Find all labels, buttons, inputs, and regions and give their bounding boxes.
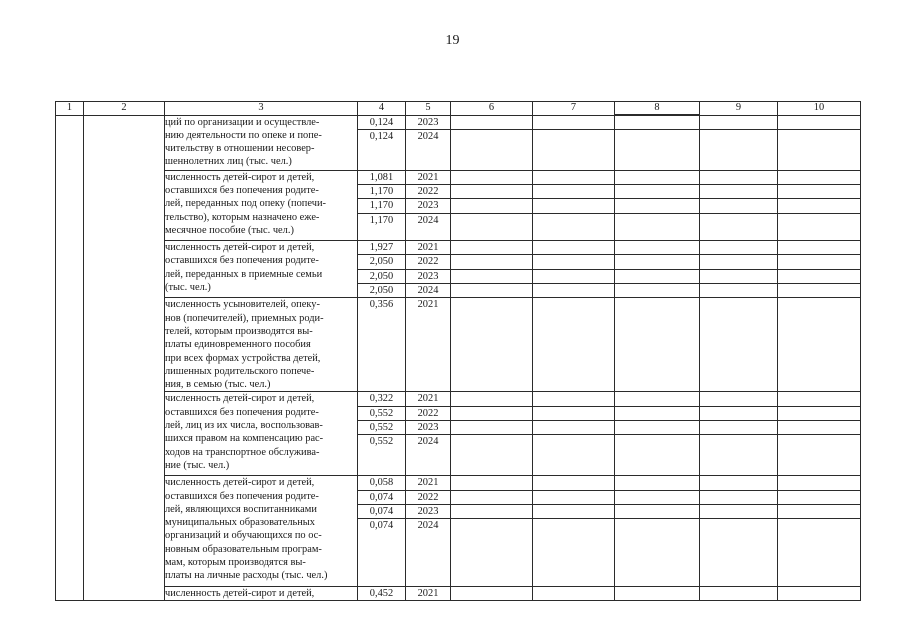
description-line: телей, которым производятся вы- (165, 325, 313, 337)
col-7-cell (533, 519, 615, 587)
col-6-cell (451, 392, 533, 406)
description-line: месячное пособие (тыс. чел.) (165, 224, 294, 236)
year-cell (406, 129, 451, 170)
description-line: ходов на транспортное обслужива- (165, 446, 320, 458)
col-10-cell (778, 490, 861, 504)
description-line: лей, переданных под опеку (попечи- (165, 198, 326, 210)
description-line: новным образовательным програм- (165, 543, 322, 555)
col-10-cell (778, 269, 861, 283)
indicator-value: 0,356 (369, 299, 394, 311)
year-cell (406, 406, 451, 420)
indicator-description (165, 115, 358, 170)
indicator-description (165, 170, 358, 240)
year-cell (406, 213, 451, 241)
col-8-cell (615, 519, 700, 587)
year-cell (406, 298, 451, 392)
value-cell (358, 504, 406, 518)
col-8-cell (615, 284, 700, 298)
header-col-8: 8 (615, 102, 700, 116)
description-line: мам, которым производятся вы- (165, 557, 306, 569)
col-10-cell (778, 586, 861, 600)
col-8-cell (615, 586, 700, 600)
year-cell (406, 392, 451, 406)
indicator-year: 2023 (417, 422, 439, 434)
value-cell (358, 490, 406, 504)
table-row (56, 298, 861, 392)
indicator-value: 1,927 (369, 242, 394, 254)
col-7-cell (533, 241, 615, 255)
col-7-cell (533, 476, 615, 490)
value-cell (358, 586, 406, 600)
indicator-year: 2021 (417, 393, 439, 405)
col-7-cell (533, 298, 615, 392)
description-line: оставшихся без попечения родите- (165, 490, 319, 502)
header-col-5: 5 (406, 102, 451, 116)
col-9-cell (700, 504, 778, 518)
col-7-cell (533, 490, 615, 504)
col-7-cell (533, 392, 615, 406)
description-line: организаций и обучающихся по ос- (165, 530, 322, 542)
col-7-cell (533, 170, 615, 184)
col-9-cell (700, 490, 778, 504)
col-6-cell (451, 490, 533, 504)
col-10-cell (778, 129, 861, 170)
value-cell (358, 213, 406, 241)
col-10-cell (778, 213, 861, 241)
description-line: оставшихся без попечения родите- (165, 406, 319, 418)
value-cell (358, 476, 406, 490)
col-10-cell (778, 241, 861, 255)
col-6-cell (451, 504, 533, 518)
col-8-cell (615, 504, 700, 518)
col-7-cell (533, 255, 615, 269)
table-row (56, 170, 861, 184)
indicator-description (165, 476, 358, 586)
indicator-value: 2,050 (369, 270, 394, 282)
indicator-value: 0,322 (369, 393, 394, 405)
col-7-cell (533, 435, 615, 476)
indicator-value: 0,058 (369, 477, 394, 489)
value-cell (358, 129, 406, 170)
indicator-value: 0,552 (369, 436, 394, 448)
year-cell (406, 586, 451, 600)
col-8-cell (615, 476, 700, 490)
description-line: численность детей-сирот и детей, (165, 587, 315, 599)
year-cell (406, 476, 451, 490)
col-6-cell (451, 284, 533, 298)
col-6-cell (451, 421, 533, 435)
year-cell (406, 504, 451, 518)
col-8-cell (615, 392, 700, 406)
header-col-7: 7 (533, 102, 615, 116)
description-line: численность детей-сирот и детей, (165, 242, 315, 254)
col-2-cell (84, 115, 165, 600)
col-10-cell (778, 199, 861, 213)
table-row (56, 392, 861, 406)
value-cell (358, 435, 406, 476)
year-cell (406, 435, 451, 476)
value-cell (358, 298, 406, 392)
indicator-value: 2,050 (369, 256, 394, 268)
col-9-cell (700, 255, 778, 269)
col-6-cell (451, 476, 533, 490)
year-cell (406, 269, 451, 283)
col-8-cell (615, 241, 700, 255)
indicator-year: 2024 (417, 130, 439, 142)
year-cell (406, 199, 451, 213)
value-cell (358, 199, 406, 213)
indicator-value: 0,452 (369, 587, 394, 599)
indicator-value: 0,552 (369, 407, 394, 419)
table-row (56, 586, 861, 600)
col-8-cell (615, 115, 700, 129)
col-10-cell (778, 435, 861, 476)
description-line: платы единовременного пособия (165, 339, 311, 351)
year-cell (406, 421, 451, 435)
indicator-description (165, 298, 358, 392)
description-line: нов (попечителей), приемных роди- (165, 312, 324, 324)
col-9-cell (700, 298, 778, 392)
col-7-cell (533, 406, 615, 420)
col-10-cell (778, 255, 861, 269)
col-7-cell (533, 421, 615, 435)
year-cell (406, 170, 451, 184)
col-7-cell (533, 504, 615, 518)
col-9-cell (700, 213, 778, 241)
indicator-value: 1,170 (369, 200, 394, 212)
table-row (56, 476, 861, 490)
col-7-cell (533, 586, 615, 600)
indicator-year: 2022 (417, 407, 439, 419)
table-body (56, 102, 861, 601)
col-6-cell (451, 129, 533, 170)
value-cell (358, 255, 406, 269)
description-line: ния, в семью (тыс. чел.) (165, 379, 271, 391)
col-1-cell (56, 115, 84, 600)
description-line: численность усыновителей, опеку- (165, 299, 320, 311)
col-8-cell (615, 213, 700, 241)
year-cell (406, 255, 451, 269)
header-col-2: 2 (84, 102, 165, 116)
indicator-value: 1,081 (369, 171, 394, 183)
value-cell (358, 170, 406, 184)
indicator-year: 2021 (417, 477, 439, 489)
col-8-cell (615, 170, 700, 184)
year-cell (406, 519, 451, 587)
col-9-cell (700, 115, 778, 129)
col-9-cell (700, 199, 778, 213)
col-6-cell (451, 213, 533, 241)
col-6-cell (451, 269, 533, 283)
table-row (56, 115, 861, 129)
indicator-year: 2021 (417, 171, 439, 183)
col-10-cell (778, 406, 861, 420)
table-row (56, 241, 861, 255)
col-6-cell (451, 199, 533, 213)
indicator-value: 0,124 (369, 116, 394, 128)
description-line: численность детей-сирот и детей, (165, 171, 315, 183)
col-7-cell (533, 213, 615, 241)
col-7-cell (533, 284, 615, 298)
description-line: лей, являющихся воспитанниками (165, 503, 317, 515)
year-cell (406, 115, 451, 129)
indicator-year: 2024 (417, 436, 439, 448)
indicator-year: 2023 (417, 116, 439, 128)
year-cell (406, 184, 451, 198)
col-6-cell (451, 241, 533, 255)
col-10-cell (778, 298, 861, 392)
description-line: шихся правом на компенсацию рас- (165, 433, 324, 445)
col-10-cell (778, 392, 861, 406)
col-8-cell (615, 269, 700, 283)
col-10-cell (778, 170, 861, 184)
col-6-cell (451, 115, 533, 129)
description-line: лей, переданных в приемные семьи (165, 268, 323, 280)
indicator-year: 2021 (417, 587, 439, 599)
value-cell (358, 241, 406, 255)
description-line: при всех формах устройства детей, (165, 352, 321, 364)
page-number: 19 (445, 33, 460, 48)
col-7-cell (533, 184, 615, 198)
col-6-cell (451, 586, 533, 600)
indicator-value: 0,124 (369, 130, 394, 142)
col-9-cell (700, 476, 778, 490)
description-line: оставшихся без попечения родите- (165, 255, 319, 267)
col-8-cell (615, 406, 700, 420)
col-9-cell (700, 269, 778, 283)
col-7-cell (533, 115, 615, 129)
indicator-value: 0,074 (369, 491, 394, 503)
indicator-year: 2023 (417, 200, 439, 212)
col-8-cell (615, 421, 700, 435)
col-9-cell (700, 170, 778, 184)
description-line: ние (тыс. чел.) (165, 459, 230, 471)
value-cell (358, 406, 406, 420)
year-cell (406, 241, 451, 255)
col-10-cell (778, 504, 861, 518)
col-6-cell (451, 170, 533, 184)
col-6-cell (451, 184, 533, 198)
value-cell (358, 115, 406, 129)
col-7-cell (533, 129, 615, 170)
indicator-year: 2024 (417, 285, 439, 297)
description-line: лей, лиц из их числа, воспользовав- (165, 420, 323, 432)
col-10-cell (778, 519, 861, 587)
col-7-cell (533, 269, 615, 283)
col-8-cell (615, 298, 700, 392)
indicator-year: 2022 (417, 256, 439, 268)
indicator-year: 2023 (417, 270, 439, 282)
description-line: ций по организации и осуществле- (165, 116, 320, 128)
col-9-cell (700, 586, 778, 600)
indicator-year: 2024 (417, 214, 439, 226)
col-6-cell (451, 255, 533, 269)
col-9-cell (700, 406, 778, 420)
indicator-value: 0,552 (369, 422, 394, 434)
year-cell (406, 490, 451, 504)
col-9-cell (700, 519, 778, 587)
header-col-3: 3 (165, 102, 358, 116)
header-col-10: 10 (778, 102, 861, 116)
value-cell (358, 421, 406, 435)
col-6-cell (451, 519, 533, 587)
col-10-cell (778, 284, 861, 298)
header-col-1: 1 (56, 102, 84, 116)
indicator-year: 2021 (417, 299, 439, 311)
value-cell (358, 519, 406, 587)
col-9-cell (700, 435, 778, 476)
description-line: тельство), которым назначено еже- (165, 211, 320, 223)
indicator-value: 0,074 (369, 520, 394, 532)
indicator-description (165, 392, 358, 476)
value-cell (358, 284, 406, 298)
value-cell (358, 392, 406, 406)
value-cell (358, 269, 406, 283)
value-cell (358, 184, 406, 198)
description-line: нию деятельности по опеке и попе- (165, 129, 322, 141)
header-col-6: 6 (451, 102, 533, 116)
indicator-year: 2022 (417, 491, 439, 503)
description-line: платы на личные расходы (тыс. чел.) (165, 570, 328, 582)
indicator-value: 1,170 (369, 214, 394, 226)
indicator-year: 2022 (417, 185, 439, 197)
col-8-cell (615, 199, 700, 213)
col-9-cell (700, 392, 778, 406)
description-line: (тыс. чел.) (165, 282, 211, 294)
col-9-cell (700, 284, 778, 298)
col-9-cell (700, 184, 778, 198)
col-6-cell (451, 435, 533, 476)
description-line: шеннолетних лиц (тыс. чел.) (165, 156, 292, 168)
col-8-cell (615, 490, 700, 504)
col-9-cell (700, 129, 778, 170)
description-line: численность детей-сирот и детей, (165, 393, 315, 405)
description-line: муниципальных образовательных (165, 517, 315, 529)
header-col-9: 9 (700, 102, 778, 116)
col-10-cell (778, 476, 861, 490)
indicator-description (165, 241, 358, 298)
col-6-cell (451, 406, 533, 420)
indicator-value: 0,074 (369, 505, 394, 517)
col-7-cell (533, 199, 615, 213)
col-10-cell (778, 421, 861, 435)
indicator-value: 1,170 (369, 185, 394, 197)
indicator-description (165, 586, 358, 600)
description-line: оставшихся без попечения родите- (165, 184, 319, 196)
col-10-cell (778, 115, 861, 129)
description-line: лишенных родительского попече- (165, 365, 315, 377)
col-8-cell (615, 255, 700, 269)
col-9-cell (700, 421, 778, 435)
col-9-cell (700, 241, 778, 255)
description-line: численность детей-сирот и детей, (165, 477, 315, 489)
indicator-year: 2024 (417, 520, 439, 532)
indicator-year: 2023 (417, 505, 439, 517)
table-header-row (56, 102, 861, 116)
document-table (55, 101, 861, 601)
col-8-cell (615, 435, 700, 476)
header-col-4: 4 (358, 102, 406, 116)
indicator-year: 2021 (417, 242, 439, 254)
year-cell (406, 284, 451, 298)
description-line: чительству в отношении несовер- (165, 143, 315, 155)
indicator-value: 2,050 (369, 285, 394, 297)
col-8-cell (615, 184, 700, 198)
col-10-cell (778, 184, 861, 198)
col-8-cell (615, 129, 700, 170)
col-6-cell (451, 298, 533, 392)
